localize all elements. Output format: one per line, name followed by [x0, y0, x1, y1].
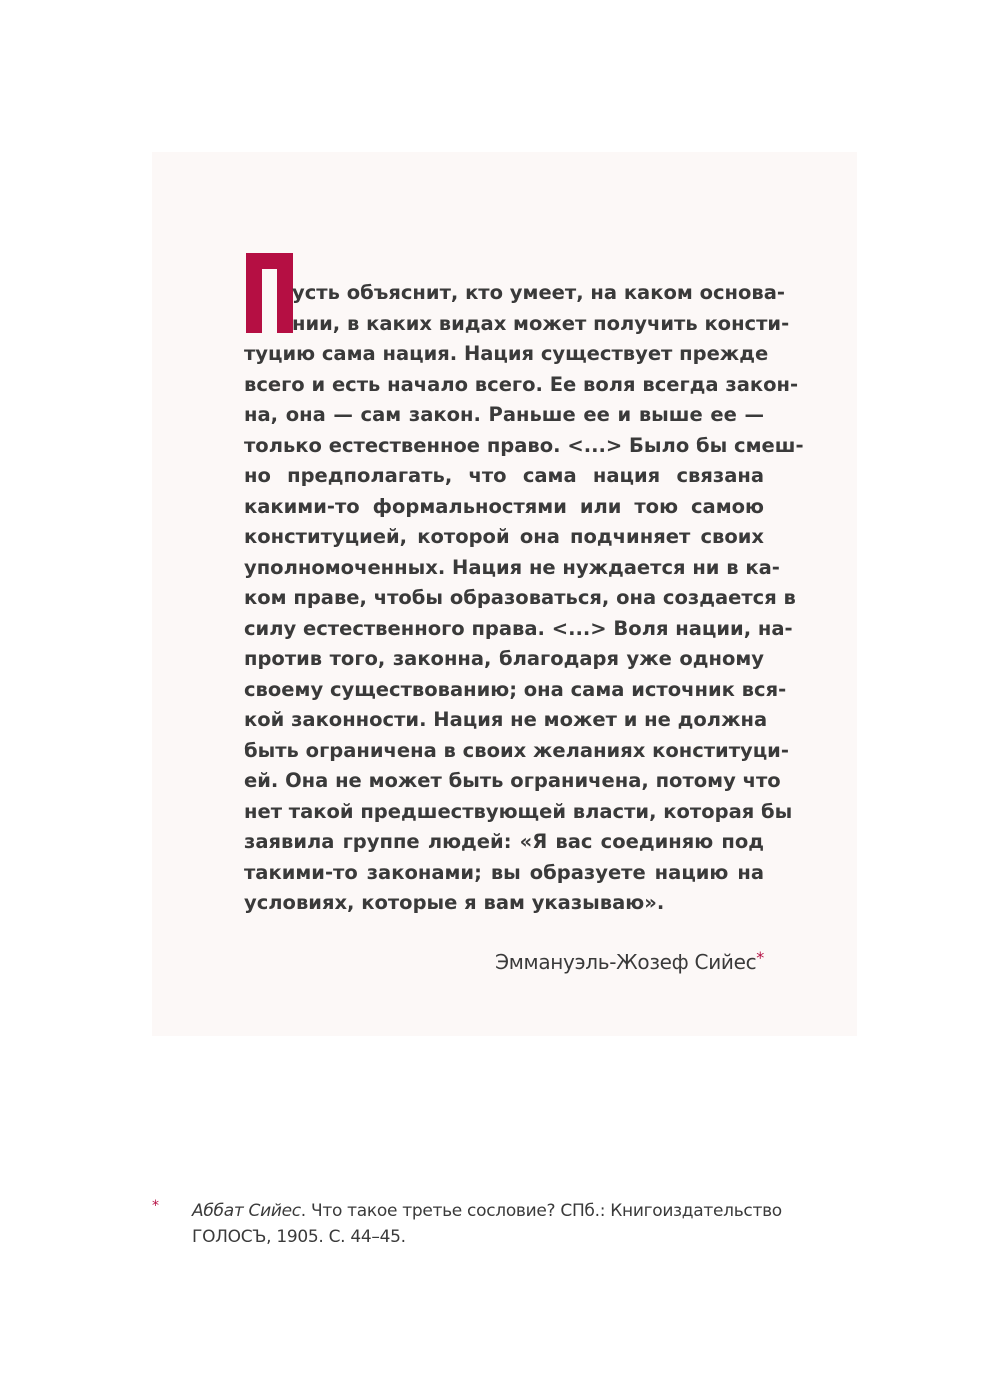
quote-line: всего и есть начало всего. Ее воля всегда закон-	[244, 372, 799, 396]
quote-line: ей. Она не может быть ограничена, потому что	[244, 769, 781, 792]
quote-line: какими-то формальностями или тою самою	[244, 494, 764, 518]
quote-line: нии, в каких видах может получить консти-	[292, 311, 790, 335]
quote-line: усть объяснит, кто умеет, на каком основа-	[292, 281, 785, 304]
quote-line: но предполагать, что сама нация связана	[244, 464, 764, 487]
quote-line: кой законности. Нация не может и не должна	[244, 708, 768, 731]
quote-line: нет такой предшествующей власти, которая бы	[244, 799, 793, 823]
quote-line: такими-то законами; вы образуете нацию на	[244, 860, 764, 884]
quote-line: силу естественного права. <...> Воля нации, на-	[244, 616, 793, 640]
quote-line: туцию сама нация. Нация существует прежде	[244, 342, 769, 365]
quote-line: против того, законна, благодаря уже одному	[244, 647, 764, 670]
footnote-author: Аббат Сийес	[192, 1201, 301, 1221]
footnote-text	[192, 1198, 852, 1250]
quote-line: конституцией, которой она подчиняет своих	[244, 525, 764, 548]
quote-line: условиях, которые я вам указываю».	[244, 891, 665, 914]
quote-line: ком праве, чтобы образоваться, она создается в	[244, 586, 796, 609]
footnote-reference-marker: *	[756, 948, 764, 967]
footnote-marker: *	[152, 1198, 159, 1214]
quote-line: своему существованию; она сама источник вся-	[244, 677, 787, 701]
quote-line: только естественное право. <...> Было бы смеш-	[244, 433, 804, 457]
footnote-citation: Что такое третье сословие? СПб.: Книгоиздательство ГОЛОСЪ, 1905. С. 44–45.	[192, 1201, 782, 1247]
quote-line: быть ограничена в своих желаниях конституци-	[244, 738, 789, 762]
quote-line: на, она — сам закон. Раньше ее и выше ее —	[244, 403, 764, 426]
epigraph-attribution	[495, 950, 764, 974]
quote-line: заявила группе людей: «Я вас соединяю под	[244, 830, 764, 853]
attribution-name: Эммануэль-Жозеф Сийес	[495, 950, 757, 974]
footnote-author-punct: .	[300, 1201, 306, 1221]
epigraph-quote	[244, 278, 804, 919]
quote-line: уполномоченных. Нация не нуждается ни в ка-	[244, 555, 780, 579]
